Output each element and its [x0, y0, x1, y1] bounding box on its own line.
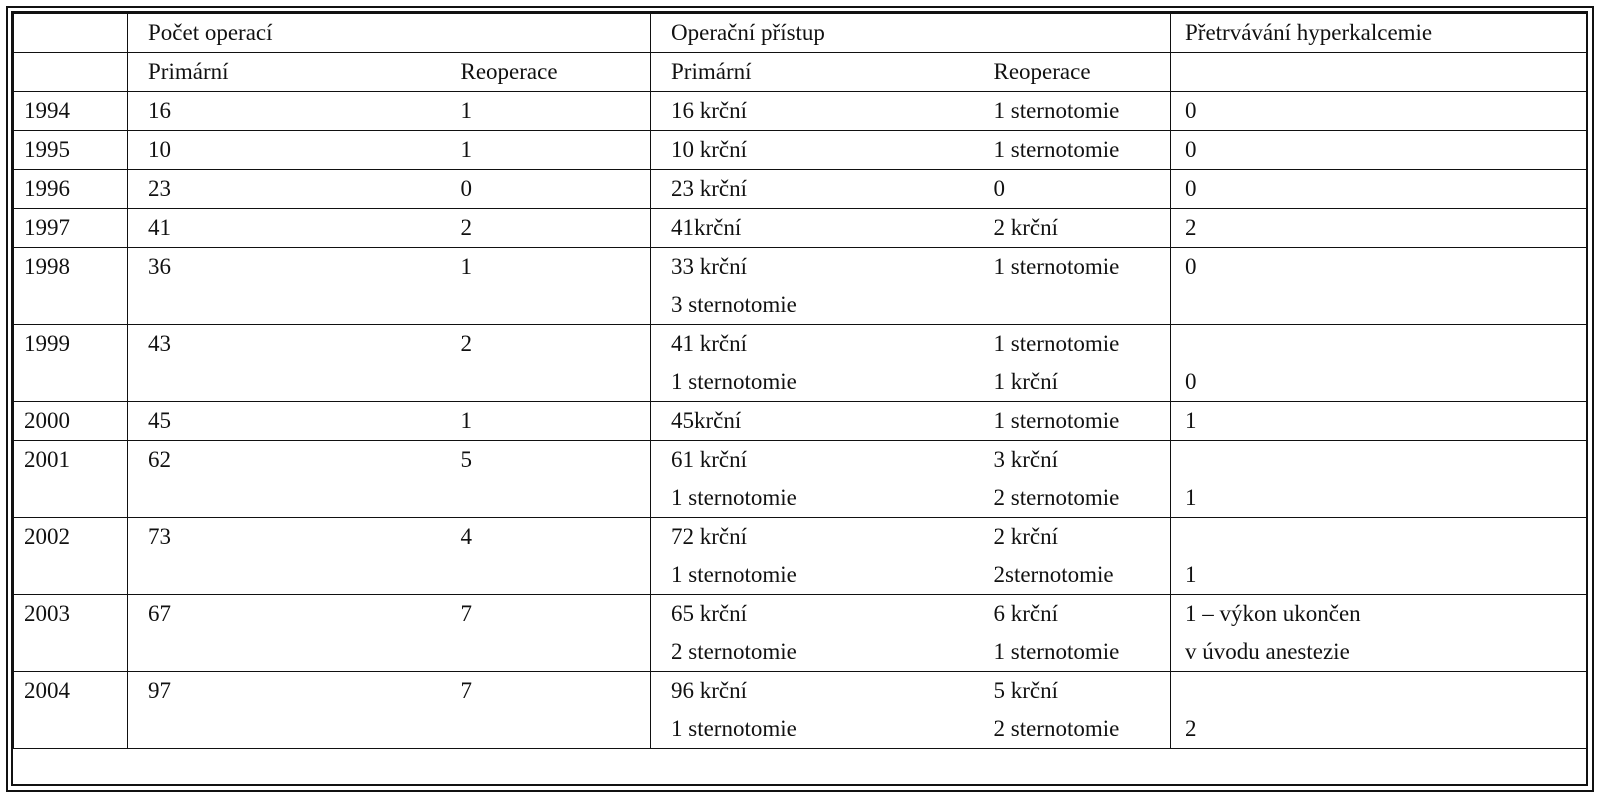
cell-approach-primary: [651, 131, 978, 170]
cell-approach-primary-line: 65 krční: [671, 601, 748, 626]
cell-year-line: [24, 363, 127, 401]
cell-approach-reop-line: 2 krční: [993, 524, 1059, 549]
cell-primary-count-line: 36: [148, 254, 171, 279]
cell-primary-count: [128, 209, 445, 248]
table-row: [14, 248, 1587, 325]
header-row-groups: [14, 14, 1587, 53]
cell-hyper-line: [1185, 672, 1586, 710]
cell-approach-reop: [978, 92, 1171, 131]
cell-approach-primary-line: 1 sternotomie: [671, 369, 797, 394]
header-sub-approach-primary-label: Primární: [671, 59, 752, 84]
cell-approach-reop: [978, 131, 1171, 170]
cell-hyper-line: [1185, 325, 1586, 363]
header-sub-approach-reop-label: Reoperace: [993, 59, 1091, 84]
cell-approach-primary-line: 33 krční: [671, 254, 748, 279]
cell-year-line: 1999: [24, 331, 70, 356]
cell-approach-reop: [978, 672, 1171, 749]
cell-approach-primary-line: 1 sternotomie: [671, 716, 797, 741]
cell-hyper: [1171, 595, 1587, 672]
cell-hyper-line: [1185, 286, 1586, 324]
table-row: [14, 595, 1587, 672]
cell-hyper: [1171, 92, 1587, 131]
cell-approach-primary-line: 1 sternotomie: [671, 562, 797, 587]
cell-approach-primary: [651, 672, 978, 749]
cell-approach-reop-line: 1 sternotomie: [993, 137, 1120, 162]
cell-reop-count-line: 1: [460, 98, 472, 123]
header-hyper-label: Přetrvávání hyperkalcemie: [1185, 20, 1433, 45]
cell-year: [14, 441, 128, 518]
header-approach-group: [651, 14, 978, 53]
cell-approach-primary-line: 2 sternotomie: [671, 639, 797, 664]
cell-primary-count: [128, 402, 445, 441]
cell-approach-reop: [978, 325, 1171, 402]
cell-approach-reop-line: 1 sternotomie: [993, 254, 1120, 279]
cell-hyper: [1171, 248, 1587, 325]
cell-approach-reop-line: 1 sternotomie: [993, 98, 1120, 123]
cell-hyper: [1171, 518, 1587, 595]
cell-hyper-line: 1 – výkon ukončen: [1185, 601, 1361, 626]
cell-approach-primary: [651, 595, 978, 672]
cell-year: [14, 209, 128, 248]
cell-year-line: 2000: [24, 408, 70, 433]
cell-primary-count: [128, 170, 445, 209]
cell-reop-count-line: 1: [460, 408, 472, 433]
cell-primary-count: [128, 672, 445, 749]
cell-primary-count: [128, 248, 445, 325]
cell-approach-reop-line: 1 sternotomie: [993, 639, 1120, 664]
cell-hyper: [1171, 131, 1587, 170]
cell-primary-count-line: 43: [148, 331, 171, 356]
cell-year-line: [24, 479, 127, 517]
cell-reop-count: [445, 518, 651, 595]
cell-approach-reop: [978, 170, 1171, 209]
cell-hyper-line: [1185, 518, 1586, 556]
cell-reop-count-line: 4: [460, 524, 472, 549]
cell-approach-primary-line: 16 krční: [671, 98, 748, 123]
cell-hyper: [1171, 441, 1587, 518]
cell-year: [14, 595, 128, 672]
cell-year-line: 1997: [24, 215, 70, 240]
header-count-label: Počet operací: [148, 20, 273, 45]
header-sub-count-primary-label: Primární: [148, 59, 229, 84]
cell-hyper-line: 0: [1185, 98, 1197, 123]
cell-reop-count-line: 1: [460, 137, 472, 162]
cell-approach-primary-line: 72 krční: [671, 524, 748, 549]
cell-hyper: [1171, 325, 1587, 402]
cell-approach-primary-line: 45krční: [671, 408, 742, 433]
operations-table: [13, 13, 1587, 749]
cell-approach-primary-line: 1 sternotomie: [671, 485, 797, 510]
cell-approach-primary: [651, 518, 978, 595]
cell-reop-count-line: [461, 710, 651, 748]
cell-year-line: 2003: [24, 601, 70, 626]
cell-primary-count-line: 16: [148, 98, 171, 123]
table-row: [14, 92, 1587, 131]
cell-hyper-line: 1: [1185, 408, 1197, 433]
cell-approach-reop: [978, 402, 1171, 441]
cell-hyper-line: 0: [1185, 254, 1197, 279]
cell-primary-count-line: [148, 556, 445, 594]
cell-reop-count: [445, 248, 651, 325]
cell-approach-reop: [978, 518, 1171, 595]
table-row: [14, 209, 1587, 248]
cell-hyper: [1171, 170, 1587, 209]
cell-reop-count-line: 1: [460, 254, 472, 279]
cell-year: [14, 518, 128, 595]
cell-hyper-line: 2: [1185, 716, 1197, 741]
cell-hyper-line: 1: [1185, 562, 1197, 587]
header-count-group-cont: [445, 14, 651, 53]
cell-primary-count-line: 41: [148, 215, 171, 240]
cell-primary-count-line: 73: [148, 524, 171, 549]
table-row: [14, 518, 1587, 595]
cell-reop-count: [445, 325, 651, 402]
cell-hyper: [1171, 209, 1587, 248]
cell-primary-count-line: 67: [148, 601, 171, 626]
cell-approach-reop: [978, 595, 1171, 672]
cell-hyper-line: [1185, 441, 1586, 479]
cell-year: [14, 402, 128, 441]
header-hyper-group: [1171, 14, 1587, 53]
table-row: [14, 170, 1587, 209]
cell-year: [14, 248, 128, 325]
cell-approach-reop-line: 2 krční: [993, 215, 1059, 240]
cell-approach-primary-line: 3 sternotomie: [671, 292, 797, 317]
cell-year: [14, 92, 128, 131]
cell-approach-primary: [651, 170, 978, 209]
cell-hyper-line: 1: [1185, 485, 1197, 510]
cell-reop-count-line: 7: [460, 678, 472, 703]
cell-year-line: 2004: [24, 678, 70, 703]
cell-approach-primary-line: 23 krční: [671, 176, 748, 201]
cell-approach-reop-line: 6 krční: [993, 601, 1059, 626]
header-sub-corner: [14, 53, 128, 92]
cell-reop-count: [445, 131, 651, 170]
cell-year-line: 1998: [24, 254, 70, 279]
cell-primary-count-line: [148, 479, 445, 517]
cell-primary-count: [128, 441, 445, 518]
cell-year-line: 2002: [24, 524, 70, 549]
cell-approach-primary: [651, 441, 978, 518]
header-sub-hyper: [1171, 53, 1587, 92]
cell-approach-reop-line: [994, 286, 1171, 324]
cell-reop-count: [445, 441, 651, 518]
cell-approach-primary: [651, 248, 978, 325]
cell-hyper-line: v úvodu anestezie: [1185, 639, 1350, 664]
cell-primary-count: [128, 325, 445, 402]
cell-approach-reop-line: 3 krční: [993, 447, 1059, 472]
cell-hyper-line: 2: [1185, 215, 1197, 240]
cell-approach-primary: [651, 325, 978, 402]
header-sub-approach-primary: [651, 53, 978, 92]
table-row: [14, 402, 1587, 441]
cell-primary-count-line: [148, 710, 445, 748]
cell-approach-primary-line: 96 krční: [671, 678, 748, 703]
cell-reop-count-line: [461, 363, 651, 401]
cell-hyper: [1171, 672, 1587, 749]
cell-year-line: 1995: [24, 137, 70, 162]
cell-year-line: [24, 556, 127, 594]
header-sub-count-reop-label: Reoperace: [460, 59, 558, 84]
cell-approach-reop-line: 5 krční: [993, 678, 1059, 703]
cell-year-line: 2001: [24, 447, 70, 472]
cell-reop-count-line: [461, 479, 651, 517]
cell-approach-reop-line: 2sternotomie: [993, 562, 1114, 587]
cell-approach-primary-line: 41 krční: [671, 331, 748, 356]
table-row: [14, 672, 1587, 749]
header-sub-count-reop: [445, 53, 651, 92]
header-approach-label: Operační přístup: [671, 20, 825, 45]
cell-primary-count: [128, 131, 445, 170]
header-count-group: [128, 14, 445, 53]
cell-reop-count-line: 2: [460, 215, 472, 240]
cell-approach-primary-line: 61 krční: [671, 447, 748, 472]
cell-reop-count: [445, 170, 651, 209]
header-row-sub: [14, 53, 1587, 92]
cell-year-line: [24, 286, 127, 324]
cell-approach-reop-line: 1 krční: [993, 369, 1059, 394]
cell-reop-count: [445, 92, 651, 131]
header-sub-count-primary: [128, 53, 445, 92]
cell-primary-count-line: 23: [148, 176, 171, 201]
cell-approach-reop-line: 2 sternotomie: [993, 485, 1120, 510]
cell-reop-count-line: 2: [460, 331, 472, 356]
cell-year: [14, 325, 128, 402]
header-corner-cell: [14, 14, 128, 53]
cell-approach-reop-line: 1 sternotomie: [993, 331, 1120, 356]
cell-primary-count-line: 45: [148, 408, 171, 433]
cell-hyper-line: 0: [1185, 176, 1197, 201]
cell-primary-count-line: 62: [148, 447, 171, 472]
table-row: [14, 441, 1587, 518]
cell-primary-count: [128, 518, 445, 595]
table-row: [14, 325, 1587, 402]
table-row: [14, 131, 1587, 170]
cell-reop-count-line: 7: [460, 601, 472, 626]
cell-primary-count: [128, 595, 445, 672]
cell-primary-count-line: 97: [148, 678, 171, 703]
cell-year-line: [24, 710, 127, 748]
cell-primary-count-line: [148, 633, 445, 671]
cell-reop-count: [445, 402, 651, 441]
cell-approach-reop: [978, 441, 1171, 518]
cell-approach-primary-line: 41krční: [671, 215, 742, 240]
header-sub-approach-reop: [978, 53, 1171, 92]
cell-approach-primary: [651, 209, 978, 248]
cell-reop-count-line: [461, 556, 651, 594]
cell-primary-count-line: [148, 363, 445, 401]
cell-year: [14, 170, 128, 209]
cell-primary-count: [128, 92, 445, 131]
cell-primary-count-line: [148, 286, 445, 324]
cell-approach-primary: [651, 402, 978, 441]
cell-year: [14, 672, 128, 749]
cell-reop-count-line: 5: [460, 447, 472, 472]
cell-approach-reop-line: 0: [993, 176, 1005, 201]
cell-approach-reop-line: 2 sternotomie: [993, 716, 1120, 741]
cell-approach-primary-line: 10 krční: [671, 137, 748, 162]
cell-primary-count-line: 10: [148, 137, 171, 162]
cell-reop-count-line: 0: [460, 176, 472, 201]
cell-approach-reop: [978, 248, 1171, 325]
cell-reop-count: [445, 209, 651, 248]
cell-hyper-line: 0: [1185, 369, 1197, 394]
cell-year-line: 1994: [24, 98, 70, 123]
cell-year-line: 1996: [24, 176, 70, 201]
header-approach-group-cont: [978, 14, 1171, 53]
cell-hyper: [1171, 402, 1587, 441]
cell-approach-primary: [651, 92, 978, 131]
cell-year: [14, 131, 128, 170]
cell-year-line: [24, 633, 127, 671]
cell-reop-count: [445, 672, 651, 749]
cell-approach-reop-line: 1 sternotomie: [993, 408, 1120, 433]
cell-reop-count-line: [461, 286, 651, 324]
cell-reop-count-line: [461, 633, 651, 671]
cell-hyper-line: 0: [1185, 137, 1197, 162]
cell-approach-reop: [978, 209, 1171, 248]
cell-reop-count: [445, 595, 651, 672]
